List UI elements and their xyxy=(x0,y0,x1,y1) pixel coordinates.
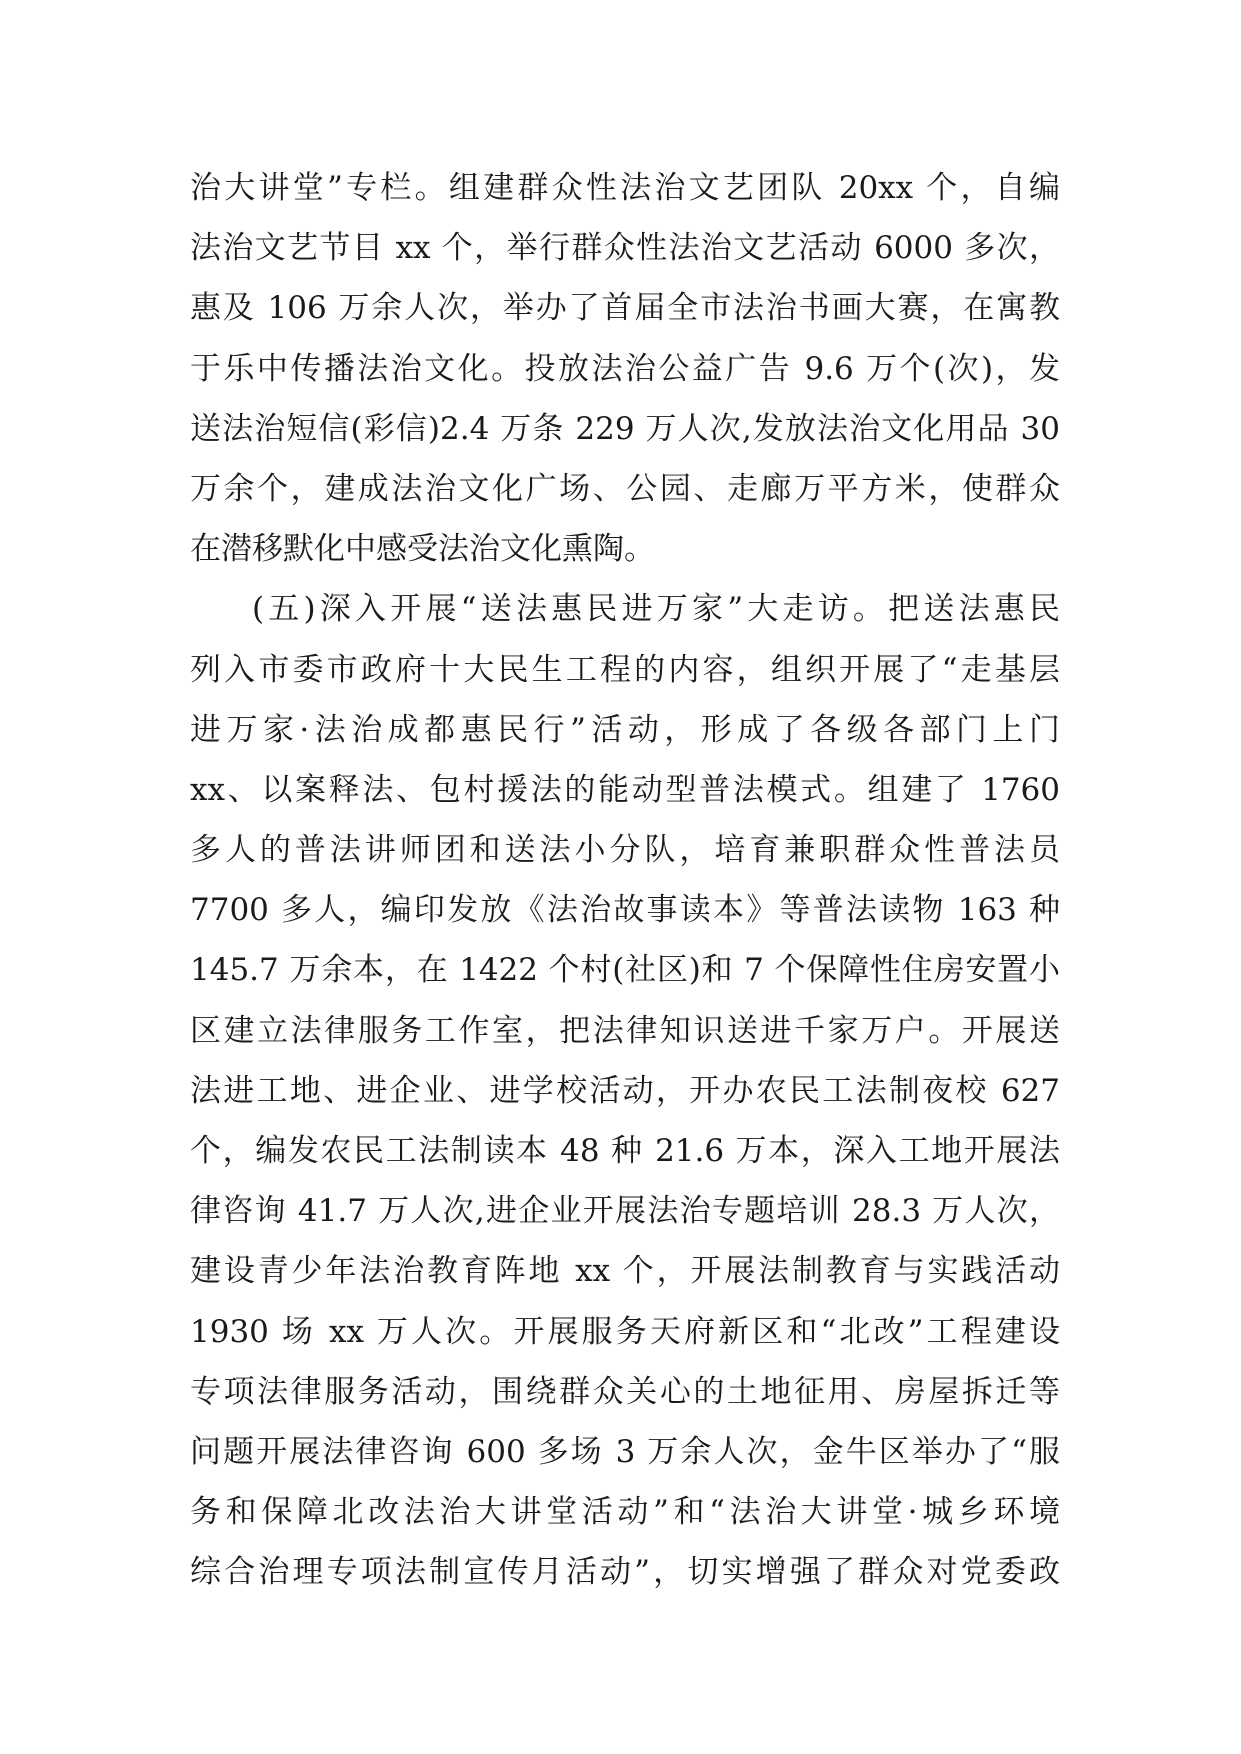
text-line: 进万家·法治成都惠民行”活动，形成了各级各部门上门 xyxy=(190,711,1060,748)
text-line: 务和保障北改法治大讲堂活动”和“法治大讲堂·城乡环境 xyxy=(190,1494,1060,1531)
text-line: 问题开展法律咨询 600 多场 3 万余人次，金牛区举办了“服 xyxy=(190,1433,1060,1470)
text-line: 律咨询 41.7 万人次,进企业开展法治专题培训 28.3 万人次， xyxy=(190,1193,1060,1230)
text-line: 于乐中传播法治文化。投放法治公益广告 9.6 万个(次)，发 xyxy=(190,350,1060,387)
body-text xyxy=(190,158,1060,1603)
section-heading-line: (五)深入开展“送法惠民进万家”大走访。把送法惠民 xyxy=(252,591,1060,628)
text-line: 法进工地、进企业、进学校活动，开办农民工法制夜校 627 xyxy=(190,1072,1060,1109)
text-line: 区建立法律服务工作室，把法律知识送进千家万户。开展送 xyxy=(190,1012,1060,1049)
text-line: xx、以案释法、包村援法的能动型普法模式。组建了 1760 xyxy=(190,771,1060,808)
text-line: 多人的普法讲师团和送法小分队，培育兼职群众性普法员 xyxy=(190,832,1060,869)
text-line: 1930 场 xx 万人次。开展服务天府新区和“北改”工程建设 xyxy=(190,1313,1060,1350)
text-line: 145.7 万余本，在 1422 个村(社区)和 7 个保障性住房安置小 xyxy=(190,952,1060,989)
paragraph-end-line: 在潜移默化中感受法治文化熏陶。 xyxy=(190,531,655,568)
text-line: 惠及 106 万余人次，举办了首届全市法治书画大赛，在寓教 xyxy=(190,290,1060,327)
text-line: 综合治理专项法制宣传月活动”，切实增强了群众对党委政 xyxy=(190,1554,1060,1591)
text-line: 万余个，建成法治文化广场、公园、走廊万平方米，使群众 xyxy=(190,470,1060,507)
text-line: 个，编发农民工法制读本 48 种 21.6 万本，深入工地开展法 xyxy=(190,1133,1060,1169)
text-line: 治大讲堂”专栏。组建群众性法治文艺团队 20xx 个，自编 xyxy=(190,170,1060,206)
text-line: 列入市委市政府十大民生工程的内容，组织开展了“走基层 xyxy=(190,651,1060,688)
text-line: 法治文艺节目 xx 个，举行群众性法治文艺活动 6000 多次， xyxy=(190,230,1060,267)
text-line: 建设青少年法治教育阵地 xx 个，开展法制教育与实践活动 xyxy=(190,1253,1060,1290)
text-line: 7700 多人，编印发放《法治故事读本》等普法读物 163 种 xyxy=(190,892,1060,929)
text-line: 专项法律服务活动，围绕群众关心的土地征用、房屋拆迁等 xyxy=(190,1373,1060,1410)
text-line: 送法治短信(彩信)2.4 万条 229 万人次,发放法治文化用品 30 xyxy=(190,410,1060,447)
